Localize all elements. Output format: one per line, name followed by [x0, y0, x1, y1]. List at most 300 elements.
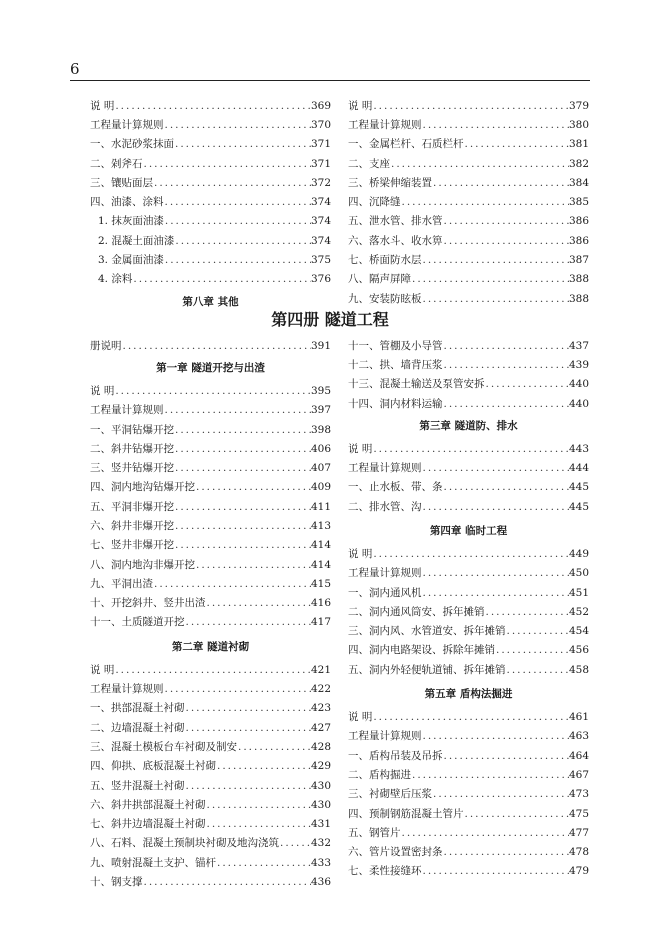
- toc-entry-title: 一、洞内通风机: [348, 586, 422, 599]
- toc-entry-page: 395: [310, 384, 331, 397]
- toc-entry: [90, 716, 331, 735]
- toc-leader-dots: [174, 538, 311, 553]
- toc-leader-dots: [372, 99, 569, 114]
- toc-entry: [348, 287, 589, 306]
- toc-entry-page: 430: [310, 798, 331, 811]
- toc-entry: [90, 735, 331, 754]
- toc-entry: [90, 677, 331, 696]
- toc-leader-dots: [114, 384, 311, 399]
- toc-leader-dots: [206, 596, 311, 611]
- toc-entry-page: 436: [310, 876, 331, 889]
- toc-leader-dots: [506, 663, 569, 678]
- toc-leader-dots: [216, 856, 311, 871]
- toc-entry-title: 三、洞内风、水管道安、拆年摊销: [348, 625, 506, 638]
- toc-entry: [348, 860, 589, 879]
- toc-entry-page: 421: [310, 663, 331, 676]
- toc-column-right: [348, 334, 589, 879]
- toc-entry-title: 一、止水板、带、条: [348, 481, 443, 494]
- volume-title: 第四册 隧道工程: [271, 310, 389, 329]
- toc-entry: [90, 229, 331, 248]
- chapter-heading: 第二章 隧道衬砌: [171, 641, 250, 654]
- toc-entry-title: 十四、洞内材料运输: [348, 397, 443, 410]
- toc-entry-title: 工程量计算规则: [348, 462, 422, 475]
- toc-entry-page: 423: [310, 702, 331, 715]
- toc-entry: [348, 476, 589, 495]
- toc-entry-page: 414: [310, 539, 331, 552]
- toc-entry-title: 工程量计算规则: [348, 118, 422, 131]
- toc-entry: [348, 334, 589, 353]
- toc-entry: [90, 592, 331, 611]
- toc-leader-dots: [372, 442, 569, 457]
- toc-entry: [90, 210, 331, 229]
- toc-leader-dots: [185, 615, 311, 630]
- toc-entry-page: 381: [568, 138, 589, 151]
- toc-leader-dots: [174, 461, 311, 476]
- toc-entry-title: 九、喷射混凝土支护、锚杆: [90, 856, 216, 869]
- toc-entry-title: 八、石料、混凝土预制块衬砌及地沟浇筑: [90, 837, 279, 850]
- toc-leader-dots: [464, 807, 569, 822]
- toc-entry-page: 477: [568, 826, 589, 839]
- toc-entry: [348, 190, 589, 209]
- toc-entry-page: 427: [310, 721, 331, 734]
- toc-entry: [348, 392, 589, 411]
- toc-entry-page: 416: [310, 597, 331, 610]
- toc-list: [348, 334, 589, 411]
- toc-entry: [348, 373, 589, 392]
- toc-entry-page: 473: [568, 788, 589, 801]
- toc-entry-title: 说 明: [348, 442, 373, 455]
- toc-entry: [348, 841, 589, 860]
- toc-leader-dots: [401, 826, 569, 841]
- toc-entry: [348, 113, 589, 132]
- toc-entry-page: 380: [568, 118, 589, 131]
- toc-entry-title: 十、开挖斜井、竖井出渣: [90, 597, 206, 610]
- toc-entry: [348, 562, 589, 581]
- toc-entry-page: 386: [568, 234, 589, 247]
- toc-entry-page: 414: [310, 558, 331, 571]
- toc-entry-page: 437: [568, 339, 589, 352]
- toc-entry-page: 440: [568, 397, 589, 410]
- toc-list: [90, 658, 331, 890]
- toc-entry-title: 工程量计算规则: [90, 118, 164, 131]
- toc-entry-page: 443: [568, 442, 589, 455]
- toc-entry: [348, 248, 589, 267]
- toc-entry: [348, 639, 589, 658]
- toc-entry-page: 417: [310, 616, 331, 629]
- toc-leader-dots: [422, 864, 569, 879]
- toc-entry-title: 工程量计算规则: [348, 730, 422, 743]
- toc-leader-dots: [174, 519, 311, 534]
- toc-entry-page: 458: [568, 663, 589, 676]
- toc-entry-title: 八、隔声屏障: [348, 273, 411, 286]
- toc-entry: [90, 851, 331, 870]
- toc-leader-dots: [485, 605, 569, 620]
- toc-entry: [90, 697, 331, 716]
- toc-leader-dots: [216, 759, 311, 774]
- toc-entry-title: 六、落水斗、收水箅: [348, 234, 443, 247]
- toc-entry: [348, 600, 589, 619]
- toc-entry: [348, 229, 589, 248]
- toc-leader-dots: [443, 358, 569, 373]
- chapter-heading: 第八章 其他: [182, 295, 239, 308]
- toc-list: [348, 437, 589, 514]
- toc-list: [90, 94, 331, 287]
- toc-entry-title: 二、洞内通风筒安、拆年摊销: [348, 605, 485, 618]
- toc-leader-dots: [432, 176, 569, 191]
- toc-entry-page: 409: [310, 481, 331, 494]
- toc-leader-dots: [443, 845, 569, 860]
- toc-entry: [90, 476, 331, 495]
- toc-entry-title: 八、洞内地沟非爆开挖: [90, 558, 195, 571]
- toc-leader-dots: [411, 272, 569, 287]
- toc-entry-title: 五、洞内外轻便轨道铺、拆年摊销: [348, 663, 506, 676]
- toc-entry-title: 说 明: [90, 99, 115, 112]
- toc-entry-title: 说 明: [90, 384, 115, 397]
- toc-entry: [90, 113, 331, 132]
- toc-entry: [90, 171, 331, 190]
- toc-leader-dots: [174, 442, 311, 457]
- toc-leader-dots: [372, 547, 569, 562]
- toc-entry-page: 452: [568, 605, 589, 618]
- toc-leader-dots: [422, 292, 569, 307]
- toc-entry-title: 二、边墙混凝土衬砌: [90, 721, 185, 734]
- toc-entry-title: 四、洞内电路架设、拆除年摊销: [348, 644, 495, 657]
- toc-entry-title: 一、平洞钻爆开挖: [90, 423, 174, 436]
- toc-leader-dots: [164, 118, 311, 133]
- toc-leader-dots: [464, 137, 569, 152]
- toc-entry-page: 398: [310, 423, 331, 436]
- toc-entry-title: 3. 金属面油漆: [98, 253, 164, 266]
- toc-entry-page: 382: [568, 157, 589, 170]
- toc-leader-dots: [422, 253, 569, 268]
- toc-entry-title: 六、管片设置密封条: [348, 846, 443, 859]
- toc-entry: [90, 418, 331, 437]
- toc-entry-title: 九、安装防眩板: [348, 292, 422, 305]
- toc-entry-page: 411: [310, 500, 331, 513]
- toc-leader-dots: [422, 586, 569, 601]
- toc-entry-title: 七、竖井非爆开挖: [90, 539, 174, 552]
- toc-leader-dots: [422, 566, 569, 581]
- toc-entry: [348, 763, 589, 782]
- toc-entry-page: 478: [568, 846, 589, 859]
- toc-entry-page: 371: [310, 138, 331, 151]
- toc-leader-dots: [422, 118, 569, 133]
- toc-entry: [90, 514, 331, 533]
- toc-leader-dots: [443, 214, 569, 229]
- toc-entry: [90, 495, 331, 514]
- toc-entry-title: 九、平洞出渣: [90, 577, 153, 590]
- toc-entry-title: 三、镶贴面层: [90, 176, 153, 189]
- toc-entry: [90, 190, 331, 209]
- toc-leader-dots: [206, 817, 311, 832]
- toc-entry-page: 397: [310, 404, 331, 417]
- toc-entry-page: 388: [568, 273, 589, 286]
- toc-entry-title: 七、桥面防水层: [348, 253, 422, 266]
- toc-entry: [90, 133, 331, 152]
- toc-entry: [90, 268, 331, 287]
- toc-entry-page: 431: [310, 818, 331, 831]
- toc-entry-title: 一、金属栏杆、石质栏杆: [348, 138, 464, 151]
- toc-entry-page: 461: [568, 711, 589, 724]
- toc-entry: [348, 542, 589, 561]
- toc-leader-dots: [422, 461, 569, 476]
- toc-entry-page: 422: [310, 683, 331, 696]
- page-number: 6: [70, 60, 80, 78]
- toc-entry: [348, 133, 589, 152]
- chapter-heading: 第五章 盾构法掘进: [424, 688, 513, 701]
- toc-entry: [348, 802, 589, 821]
- toc-entry-title: 四、预制钢筋混凝土管片: [348, 807, 464, 820]
- toc-entry-title: 十一、管棚及小导管: [348, 339, 443, 352]
- toc-entry-title: 说 明: [90, 663, 115, 676]
- toc-leader-dots: [164, 403, 311, 418]
- toc-entry: [90, 774, 331, 793]
- toc-entry-title: 四、洞内地沟钻爆开挖: [90, 481, 195, 494]
- toc-list: [348, 94, 589, 306]
- toc-entry: [90, 334, 331, 353]
- toc-list: [90, 379, 331, 630]
- toc-entry-page: 439: [568, 358, 589, 371]
- toc-column-top-left: [90, 94, 331, 313]
- toc-entry-title: 说 明: [348, 99, 373, 112]
- toc-entry: [348, 783, 589, 802]
- toc-entry-page: 463: [568, 730, 589, 743]
- toc-leader-dots: [174, 234, 311, 249]
- toc-entry-title: 五、泄水管、排水管: [348, 215, 443, 228]
- toc-entry-title: 二、剁斧石: [90, 157, 143, 170]
- toc-entry-page: 464: [568, 749, 589, 762]
- toc-entry: [348, 658, 589, 677]
- toc-leader-dots: [485, 377, 569, 392]
- toc-entry-title: 4. 涂料: [98, 273, 133, 286]
- toc-entry: [348, 152, 589, 171]
- toc-entry-title: 二、盾构掘进: [348, 768, 411, 781]
- toc-entry-page: 479: [568, 865, 589, 878]
- toc-entry: [348, 94, 589, 113]
- toc-leader-dots: [185, 701, 311, 716]
- toc-entry-page: 385: [568, 196, 589, 209]
- chapter-heading: 第四章 临时工程: [429, 525, 508, 538]
- toc-entry: [348, 821, 589, 840]
- toc-entry-title: 二、排水管、沟: [348, 500, 422, 513]
- toc-entry-title: 三、混凝土模板台车衬砌及制安: [90, 740, 237, 753]
- toc-entry-page: 445: [568, 500, 589, 513]
- toc-leader-dots: [443, 480, 569, 495]
- toc-leader-dots: [237, 740, 311, 755]
- toc-entry-title: 2. 混凝土面油漆: [98, 234, 175, 247]
- toc-entry-page: 430: [310, 779, 331, 792]
- toc-entry-page: 449: [568, 547, 589, 560]
- toc-entry: [90, 572, 331, 591]
- chapter-heading: 第三章 隧道防、排水: [419, 420, 518, 433]
- toc-entry: [348, 495, 589, 514]
- toc-entry-page: 444: [568, 462, 589, 475]
- toc-entry-page: 433: [310, 856, 331, 869]
- toc-leader-dots: [206, 798, 311, 813]
- toc-leader-dots: [164, 214, 311, 229]
- toc-entry-title: 四、沉降缝: [348, 196, 401, 209]
- toc-entry: [90, 813, 331, 832]
- toc-leader-dots: [195, 480, 311, 495]
- toc-entry: [90, 94, 331, 113]
- toc-entry-page: 370: [310, 118, 331, 131]
- toc-entry-page: 386: [568, 215, 589, 228]
- toc-entry: [90, 611, 331, 630]
- toc-entry-page: 432: [310, 837, 331, 850]
- toc-entry-title: 工程量计算规则: [348, 567, 422, 580]
- toc-entry: [90, 152, 331, 171]
- toc-entry-page: 374: [310, 234, 331, 247]
- toc-leader-dots: [411, 768, 569, 783]
- toc-leader-dots: [506, 624, 569, 639]
- toc-entry-title: 十一、土质隧道开挖: [90, 616, 185, 629]
- toc-entry: [348, 437, 589, 456]
- header-rule: [70, 80, 590, 81]
- toc-entry: [90, 553, 331, 572]
- toc-leader-dots: [443, 339, 569, 354]
- toc-entry-page: 415: [310, 577, 331, 590]
- toc-leader-dots: [114, 663, 311, 678]
- toc-entry: [90, 870, 331, 889]
- toc-entry: [348, 268, 589, 287]
- toc-entry-title: 四、油漆、涂料: [90, 196, 164, 209]
- toc-entry-title: 一、水泥砂浆抹面: [90, 138, 174, 151]
- chapter-heading: 第一章 隧道开挖与出渣: [156, 362, 265, 375]
- toc-entry-page: 375: [310, 253, 331, 266]
- toc-entry: [90, 379, 331, 398]
- toc-leader-dots: [390, 157, 569, 172]
- toc-entry: [90, 437, 331, 456]
- toc-entry-page: 454: [568, 625, 589, 638]
- toc-entry-title: 二、支座: [348, 157, 390, 170]
- toc-entry-page: 384: [568, 176, 589, 189]
- toc-leader-dots: [432, 787, 569, 802]
- toc-entry-page: 371: [310, 157, 331, 170]
- toc-list: [348, 542, 589, 677]
- toc-entry-page: 450: [568, 567, 589, 580]
- toc-entry: [348, 744, 589, 763]
- toc-entry-title: 十三、混凝土输送及泵管安拆: [348, 378, 485, 391]
- toc-list: [90, 334, 331, 353]
- toc-leader-dots: [443, 397, 569, 412]
- toc-leader-dots: [279, 836, 311, 851]
- toc-entry-title: 三、桥梁伸缩装置: [348, 176, 432, 189]
- toc-entry-title: 六、斜井拱部混凝土衬砌: [90, 798, 206, 811]
- toc-leader-dots: [132, 272, 311, 287]
- toc-entry-page: 388: [568, 292, 589, 305]
- toc-leader-dots: [185, 779, 311, 794]
- toc-leader-dots: [443, 749, 569, 764]
- toc-leader-dots: [185, 721, 311, 736]
- toc-entry-title: 十、钢支撑: [90, 876, 143, 889]
- toc-leader-dots: [153, 577, 311, 592]
- toc-entry-page: 374: [310, 196, 331, 209]
- toc-leader-dots: [164, 195, 311, 210]
- toc-entry: [90, 755, 331, 774]
- toc-entry-title: 三、竖井钻爆开挖: [90, 462, 174, 475]
- toc-entry-page: 445: [568, 481, 589, 494]
- toc-entry-page: 440: [568, 378, 589, 391]
- toc-leader-dots: [422, 500, 569, 515]
- toc-list: [348, 705, 589, 879]
- toc-entry-title: 工程量计算规则: [90, 683, 164, 696]
- toc-entry: [90, 793, 331, 812]
- toc-entry-page: 376: [310, 273, 331, 286]
- toc-entry-title: 六、斜井非爆开挖: [90, 519, 174, 532]
- toc-entry-title: 一、盾构吊装及吊拆: [348, 749, 443, 762]
- toc-entry: [348, 171, 589, 190]
- toc-entry-title: 二、斜井钻爆开挖: [90, 442, 174, 455]
- toc-leader-dots: [153, 176, 311, 191]
- toc-entry: [90, 832, 331, 851]
- toc-entry-page: 372: [310, 176, 331, 189]
- toc-leader-dots: [422, 729, 569, 744]
- toc-entry-title: 三、衬砌壁后压浆: [348, 788, 432, 801]
- toc-entry-title: 十二、拱、墙背压浆: [348, 358, 443, 371]
- toc-entry-page: 467: [568, 768, 589, 781]
- toc-entry-page: 406: [310, 442, 331, 455]
- toc-leader-dots: [443, 234, 569, 249]
- toc-entry-title: 1. 抹灰面油漆: [98, 215, 164, 228]
- toc-entry-page: 413: [310, 519, 331, 532]
- toc-entry-title: 五、钢管片: [348, 826, 401, 839]
- toc-leader-dots: [143, 875, 311, 890]
- toc-entry: [348, 353, 589, 372]
- toc-entry-title: 说 明: [348, 711, 373, 724]
- toc-entry-page: 379: [568, 99, 589, 112]
- toc-entry-title: 说 明: [348, 547, 373, 560]
- toc-entry-page: 475: [568, 807, 589, 820]
- toc-entry: [348, 210, 589, 229]
- toc-entry-title: 册说明: [90, 339, 122, 352]
- toc-leader-dots: [195, 558, 311, 573]
- toc-entry-title: 一、拱部混凝土衬砌: [90, 702, 185, 715]
- toc-entry-page: 391: [310, 339, 331, 352]
- toc-leader-dots: [164, 253, 311, 268]
- toc-entry-page: 374: [310, 215, 331, 228]
- toc-entry-page: 387: [568, 253, 589, 266]
- toc-entry-page: 369: [310, 99, 331, 112]
- toc-entry: [348, 725, 589, 744]
- toc-entry-title: 七、斜井边墙混凝土衬砌: [90, 818, 206, 831]
- toc-entry-page: 429: [310, 760, 331, 773]
- toc-entry-page: 456: [568, 644, 589, 657]
- toc-leader-dots: [114, 99, 311, 114]
- toc-entry-page: 451: [568, 586, 589, 599]
- toc-leader-dots: [495, 643, 569, 658]
- toc-entry: [348, 456, 589, 475]
- toc-entry-page: 428: [310, 740, 331, 753]
- toc-entry: [348, 581, 589, 600]
- toc-column-left: [90, 334, 331, 890]
- toc-entry-title: 四、仰拱、底板混凝土衬砌: [90, 760, 216, 773]
- toc-entry: [90, 248, 331, 267]
- toc-leader-dots: [143, 157, 311, 172]
- toc-entry-page: 407: [310, 462, 331, 475]
- toc-entry: [90, 534, 331, 553]
- toc-entry: [348, 620, 589, 639]
- toc-entry-title: 五、平洞非爆开挖: [90, 500, 174, 513]
- toc-leader-dots: [164, 682, 311, 697]
- toc-entry: [90, 456, 331, 475]
- toc-column-top-right: [348, 94, 589, 306]
- toc-entry: [90, 399, 331, 418]
- toc-leader-dots: [174, 423, 311, 438]
- toc-entry-title: 工程量计算规则: [90, 404, 164, 417]
- toc-entry: [348, 705, 589, 724]
- toc-leader-dots: [174, 500, 311, 515]
- toc-entry-title: 七、柔性接缝环: [348, 865, 422, 878]
